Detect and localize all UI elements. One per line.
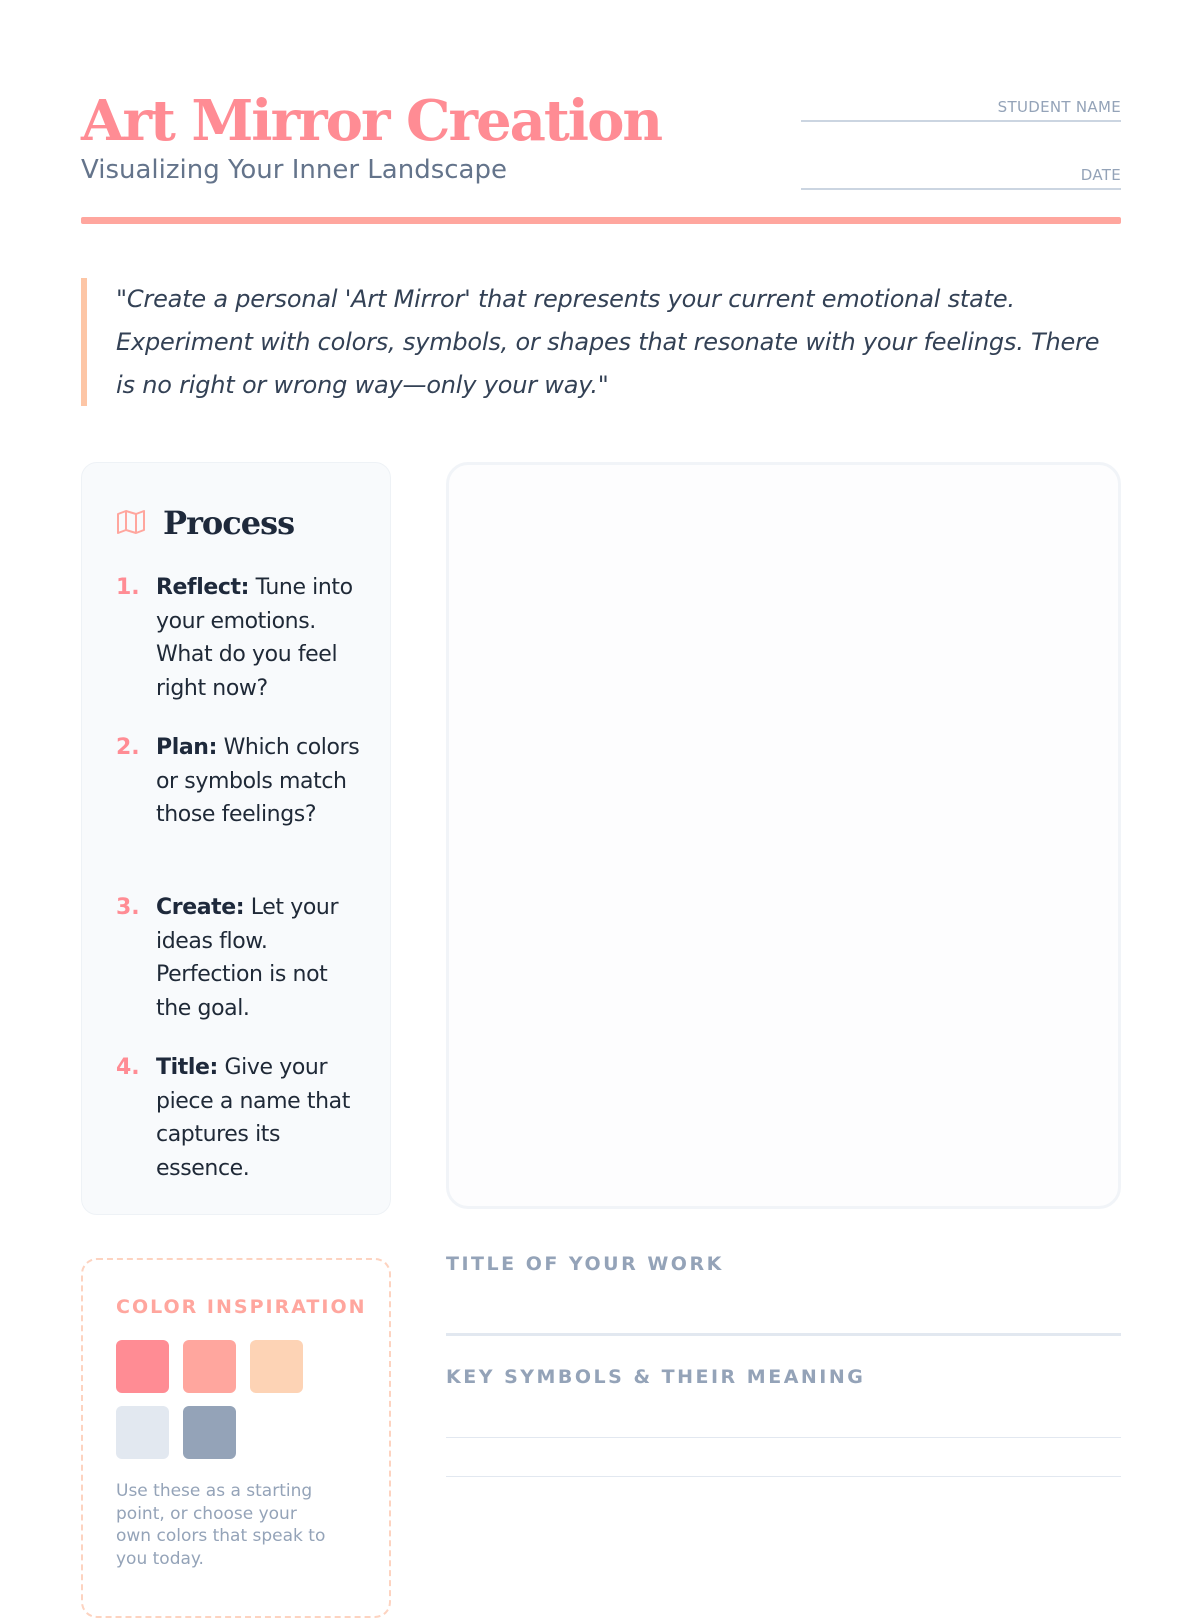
color-swatch: [116, 1340, 169, 1393]
worksheet-page: [81, 0, 1121, 1600]
student-name-field[interactable]: [801, 80, 1121, 122]
student-name-label: STUDENT NAME: [997, 98, 1121, 116]
header-divider: [81, 217, 1121, 224]
key-symbols-label: KEY SYMBOLS & THEIR MEANING: [446, 1366, 866, 1388]
color-swatch: [183, 1340, 236, 1393]
step-label: Title:: [156, 1055, 218, 1080]
step-number: 3.: [116, 895, 140, 920]
step-text: Tune into your emotions. What do you feel right now?: [156, 575, 353, 701]
step-label: Plan:: [156, 735, 217, 760]
step-text: Give your piece a name that captures its essence.: [156, 1055, 350, 1181]
prompt-quote-text: "Create a personal 'Art Mirror' that represents your current emotional state. Experiment with colors, symbols, or shapes that resonate with your feelings. There is no right or wrong way—only your way.": [116, 285, 1100, 399]
step-text: Which colors or symbols match those feelings?: [156, 735, 360, 827]
color-inspiration-note: Use these as a starting point, or choose your own colors that speak to you today.: [116, 1481, 326, 1569]
art-canvas-area[interactable]: [446, 462, 1121, 1209]
step-number: 4.: [116, 1055, 140, 1080]
step-number: 1.: [116, 575, 140, 600]
color-swatch: [183, 1406, 236, 1459]
title-of-work-label: TITLE OF YOUR WORK: [446, 1253, 724, 1275]
color-swatch: [250, 1340, 303, 1393]
page-title: Art Mirror Creation: [81, 88, 662, 154]
date-field[interactable]: [801, 148, 1121, 190]
key-symbols-line-2[interactable]: [446, 1476, 1121, 1477]
worksheet-header: [81, 80, 1121, 224]
page-subtitle: Visualizing Your Inner Landscape: [81, 155, 507, 185]
prompt-quote: [81, 278, 1127, 406]
map-icon: [116, 509, 146, 535]
title-of-work-line[interactable]: [446, 1333, 1121, 1336]
color-inspiration-title: COLOR INSPIRATION: [116, 1296, 367, 1318]
step-label: Create:: [156, 895, 245, 920]
date-label: DATE: [1080, 166, 1121, 184]
step-label: Reflect:: [156, 575, 250, 600]
key-symbols-line-1[interactable]: [446, 1437, 1121, 1438]
color-swatch: [116, 1406, 169, 1459]
step-text: Let your ideas flow. Perfection is not the goal.: [156, 895, 339, 1021]
step-number: 2.: [116, 735, 140, 760]
color-inspiration-card: [81, 1258, 391, 1618]
process-card: [81, 462, 391, 1215]
process-title: Process: [163, 504, 295, 542]
